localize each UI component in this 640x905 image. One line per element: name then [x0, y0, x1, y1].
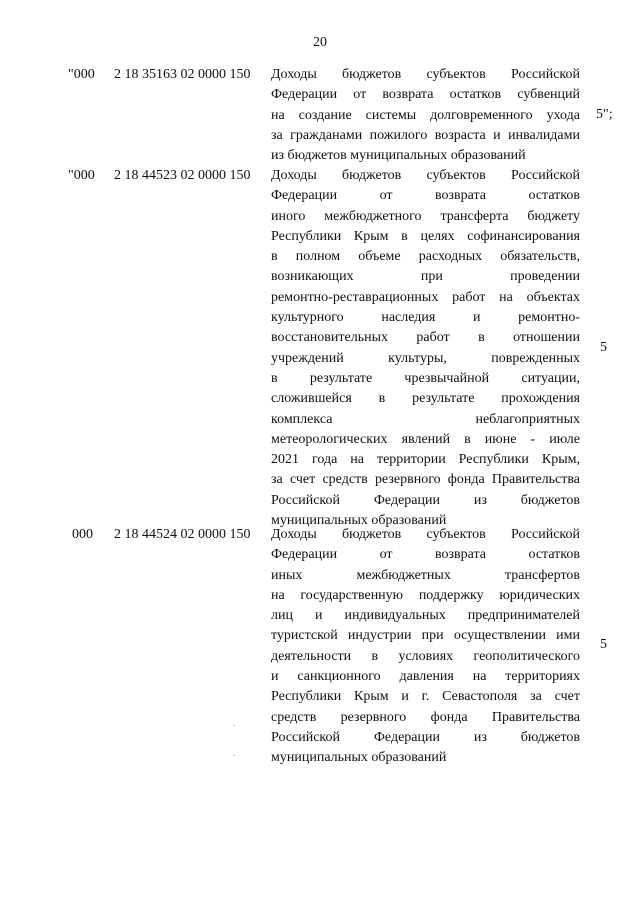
description-line: на создание системы долговременного ухода	[271, 107, 580, 123]
description-line: Федерации от возврата остатков субвенций	[271, 87, 580, 103]
budget-classification-code: 2 18 44523 02 0000 150	[114, 168, 251, 183]
description-line: и санкционного давления на территориях	[271, 669, 580, 685]
description-line: сложившейся в результате прохождения	[271, 391, 580, 407]
description-line: на государственную поддержку юридических	[271, 587, 580, 603]
row-description	[271, 525, 580, 769]
description-line: метеорологических явлений в июне - июле	[271, 431, 580, 447]
description-line: Российской Федерации из бюджетов	[271, 729, 580, 745]
description-line: возникающих при проведении	[271, 269, 580, 285]
description-line: за счет средств резервного фонда Правительства	[271, 472, 580, 488]
budget-classification-code: 2 18 35163 02 0000 150	[114, 67, 251, 82]
description-line: иных межбюджетных трансфертов	[271, 567, 580, 583]
description-line: из бюджетов муниципальных образований	[271, 148, 526, 164]
scan-mark: ·	[232, 748, 236, 762]
description-line: Российской Федерации из бюджетов	[271, 492, 580, 508]
description-line: за гражданами пожилого возраста и инвалидами	[271, 127, 580, 143]
description-line: ремонтно-реставрационных работ на объектах	[271, 289, 580, 305]
description-line: Республики Крым и г. Севастополя за счет	[271, 689, 580, 705]
description-line: 2021 года на территории Республики Крым,	[271, 452, 580, 468]
description-line: Доходы бюджетов субъектов Российской	[271, 168, 580, 183]
description-line: в результате чрезвычайной ситуации,	[271, 370, 580, 386]
row-amount: 5	[600, 340, 607, 355]
description-line: Республики Крым в целях софинансирования	[271, 228, 580, 244]
description-line: Доходы бюджетов субъектов Российской	[271, 527, 580, 542]
row-description	[271, 166, 580, 531]
description-line: комплекса неблагоприятных	[271, 411, 580, 427]
description-line: деятельности в условиях геополитического	[271, 648, 580, 664]
description-line: туристской индустрии при осуществлении ими	[271, 628, 580, 644]
description-line: муниципальных образований	[271, 750, 447, 766]
description-line: учреждений культуры, поврежденных	[271, 350, 580, 366]
description-line: Федерации от возврата остатков	[271, 547, 580, 563]
code-prefix: "000	[68, 67, 95, 82]
description-line: лиц и индивидуальных предпринимателей	[271, 608, 580, 624]
scan-mark: ·	[232, 718, 236, 732]
budget-classification-code: 2 18 44524 02 0000 150	[114, 527, 251, 542]
code-prefix: "000	[68, 168, 95, 183]
description-line: иного межбюджетного трансферта бюджету	[271, 208, 580, 224]
description-line: средств резервного фонда Правительства	[271, 709, 580, 725]
description-line: Доходы бюджетов субъектов Российской	[271, 67, 580, 82]
row-amount: 5";	[596, 107, 613, 122]
page-number: 20	[313, 35, 327, 50]
description-line: восстановительных работ в отношении	[271, 330, 580, 346]
description-line: культурного наследия и ремонтно-	[271, 310, 580, 326]
description-line: в полном объеме расходных обязательств,	[271, 249, 580, 265]
code-prefix: 000	[72, 527, 93, 542]
row-description	[271, 65, 580, 166]
description-line: муниципальных образований	[271, 513, 447, 529]
description-line: Федерации от возврата остатков	[271, 188, 580, 204]
row-amount: 5	[600, 637, 607, 652]
